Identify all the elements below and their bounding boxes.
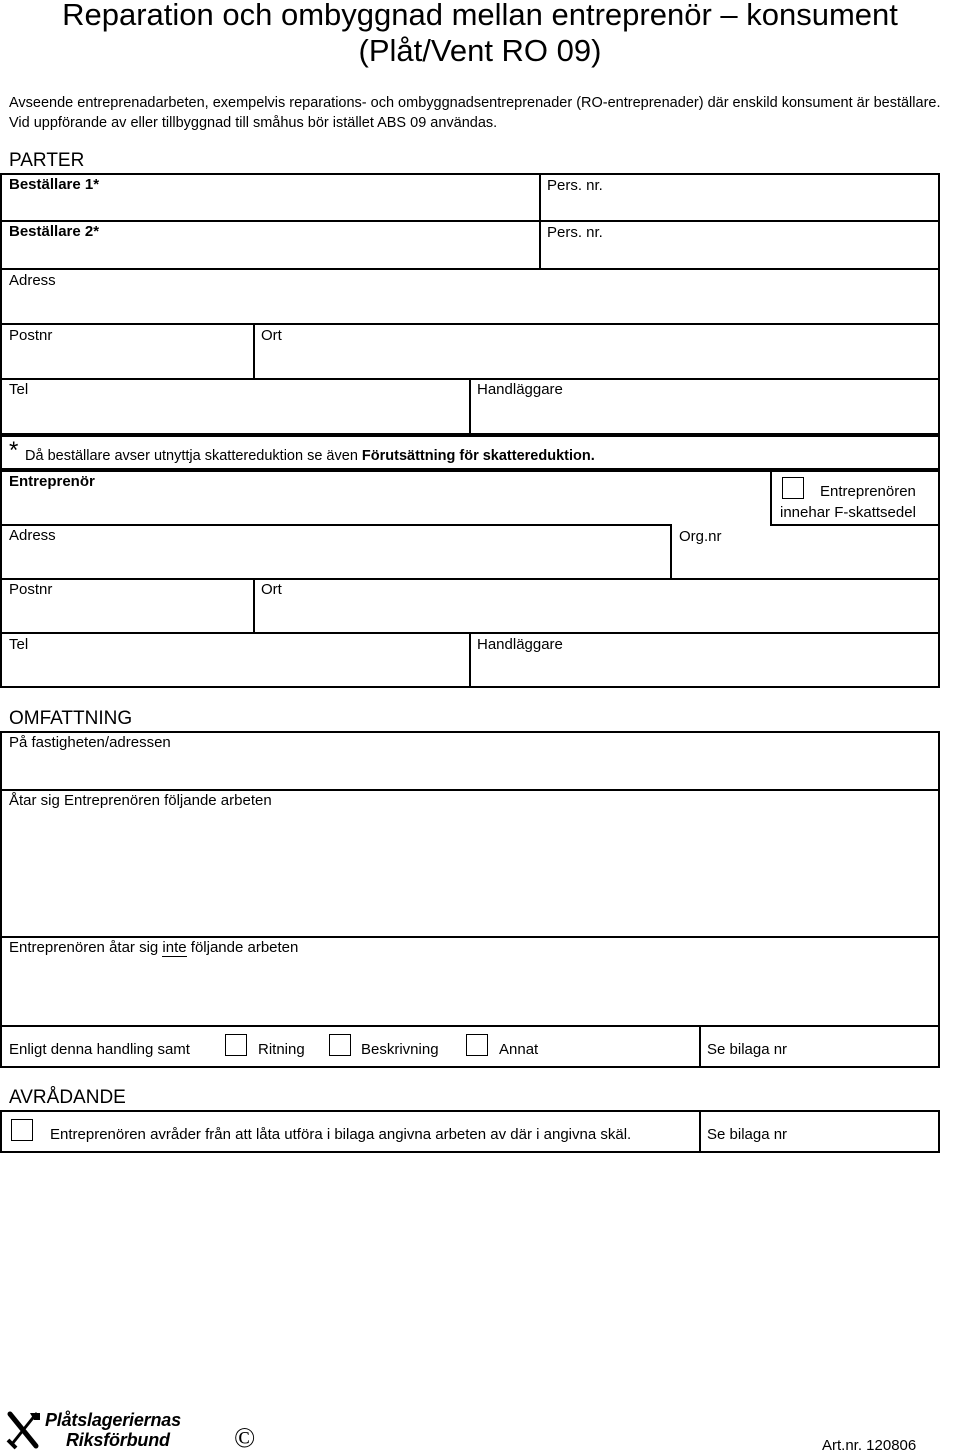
- entreprenor-handlaggare-label: Handläggare: [477, 636, 563, 653]
- copyright-icon: ©: [234, 1423, 256, 1454]
- intro-text: Avseende entreprenadarbeten, exempelvis reparations- och ombyggnadsentreprenader (RO-entreprenader) där enskild konsument är beställare. Vid uppförande av eller tillbyggnad till småhus bör istället ABS 09 användas.: [9, 95, 941, 131]
- document-title: Reparation och ombyggnad mellan entreprenör – konsument: [62, 0, 898, 32]
- artnr: Art.nr. 120806: [822, 1437, 917, 1454]
- postnr-label: Postnr: [9, 327, 53, 344]
- avradande-text: Entreprenören avråder från att låta utföra i bilaga angivna arbeten av där i angivna skäl.: [50, 1126, 632, 1143]
- persnr2-field[interactable]: [541, 242, 938, 268]
- enligt-label: Enligt denna handling samt: [9, 1041, 190, 1058]
- ritning-checkbox[interactable]: [225, 1034, 247, 1056]
- entreprenor-handlaggare-field[interactable]: [472, 656, 938, 686]
- parter-heading: PARTER: [9, 150, 85, 171]
- entreprenor-postnr-field[interactable]: [2, 601, 252, 631]
- entreprenor-ort-field[interactable]: [256, 601, 938, 631]
- avradande-checkbox[interactable]: [11, 1119, 33, 1141]
- avradande-heading: AVRÅDANDE: [9, 1087, 126, 1108]
- atar-label: Åtar sig Entreprenören följande arbeten: [9, 792, 272, 809]
- entreprenor-tel-field[interactable]: [2, 656, 468, 686]
- atar-field[interactable]: [2, 812, 938, 934]
- bestallare-handlaggare-field[interactable]: [472, 401, 938, 433]
- tools-logo-icon: [6, 1410, 42, 1450]
- ritning-label: Ritning: [258, 1041, 305, 1058]
- entreprenor-field[interactable]: [2, 492, 768, 522]
- beskrivning-checkbox[interactable]: [329, 1034, 351, 1056]
- orgnr-field[interactable]: [673, 547, 938, 577]
- fskatt-label-line2: innehar F-skattsedel: [780, 504, 916, 521]
- entreprenor-ort-label: Ort: [261, 581, 282, 598]
- bestallare2-field[interactable]: [2, 242, 537, 268]
- entreprenor-tel-label: Tel: [9, 636, 29, 653]
- inte-word: inte: [162, 939, 187, 956]
- ort-label: Ort: [261, 327, 282, 344]
- omfattning-bilaga-field[interactable]: [800, 1027, 938, 1066]
- entreprenor-label: Entreprenör: [9, 473, 95, 490]
- skattereduktion-note: [25, 447, 595, 465]
- tel-label: Tel: [9, 381, 29, 398]
- note-link[interactable]: Förutsättning för skattereduktion.: [361, 448, 595, 464]
- inte-field[interactable]: [2, 959, 938, 1023]
- note-asterisk: *: [9, 437, 19, 464]
- avradande-bilaga-field[interactable]: [800, 1112, 938, 1151]
- logo-line2: Riksförbund: [66, 1430, 170, 1450]
- orgnr-label: Org.nr: [679, 528, 722, 545]
- entreprenor-adress-field[interactable]: [2, 547, 668, 577]
- omfattning-bilaga-label: Se bilaga nr: [707, 1041, 788, 1058]
- persnr1-label: Pers. nr.: [547, 177, 603, 194]
- fskatt-checkbox[interactable]: [782, 477, 804, 499]
- avradande-bilaga-label: Se bilaga nr: [707, 1126, 788, 1143]
- bestallare-postnr-field[interactable]: [2, 347, 252, 377]
- bestallare1-label: Beställare 1*: [9, 176, 100, 193]
- inte-label: Entreprenören åtar sig inte följande arbeten: [9, 939, 299, 956]
- handlaggare-label: Handläggare: [477, 381, 563, 398]
- fskatt-label-line1: Entreprenören: [820, 483, 916, 500]
- annat-checkbox[interactable]: [466, 1034, 488, 1056]
- bestallare1-field[interactable]: [2, 195, 537, 220]
- document-subtitle: (Plåt/Vent RO 09): [358, 33, 602, 68]
- persnr2-label: Pers. nr.: [547, 224, 603, 241]
- omfattning-heading: OMFATTNING: [9, 708, 133, 729]
- bestallare2-label: Beställare 2*: [9, 223, 100, 240]
- logo-line1: Plåtslageriernas: [45, 1410, 181, 1430]
- entreprenor-postnr-label: Postnr: [9, 581, 53, 598]
- entreprenor-adress-label: Adress: [9, 527, 56, 544]
- persnr1-field[interactable]: [541, 195, 938, 220]
- adress-label: Adress: [9, 272, 56, 289]
- fastighet-field[interactable]: [2, 754, 938, 788]
- bestallare-ort-field[interactable]: [256, 347, 938, 377]
- fastighet-label: På fastigheten/adressen: [9, 734, 171, 751]
- bestallare-adress-field[interactable]: [2, 292, 938, 322]
- bestallare-tel-field[interactable]: [2, 401, 468, 433]
- annat-label: Annat: [499, 1041, 539, 1058]
- beskrivning-label: Beskrivning: [361, 1041, 439, 1058]
- note-text: Då beställare avser utnyttja skattereduktion se även: [25, 448, 358, 464]
